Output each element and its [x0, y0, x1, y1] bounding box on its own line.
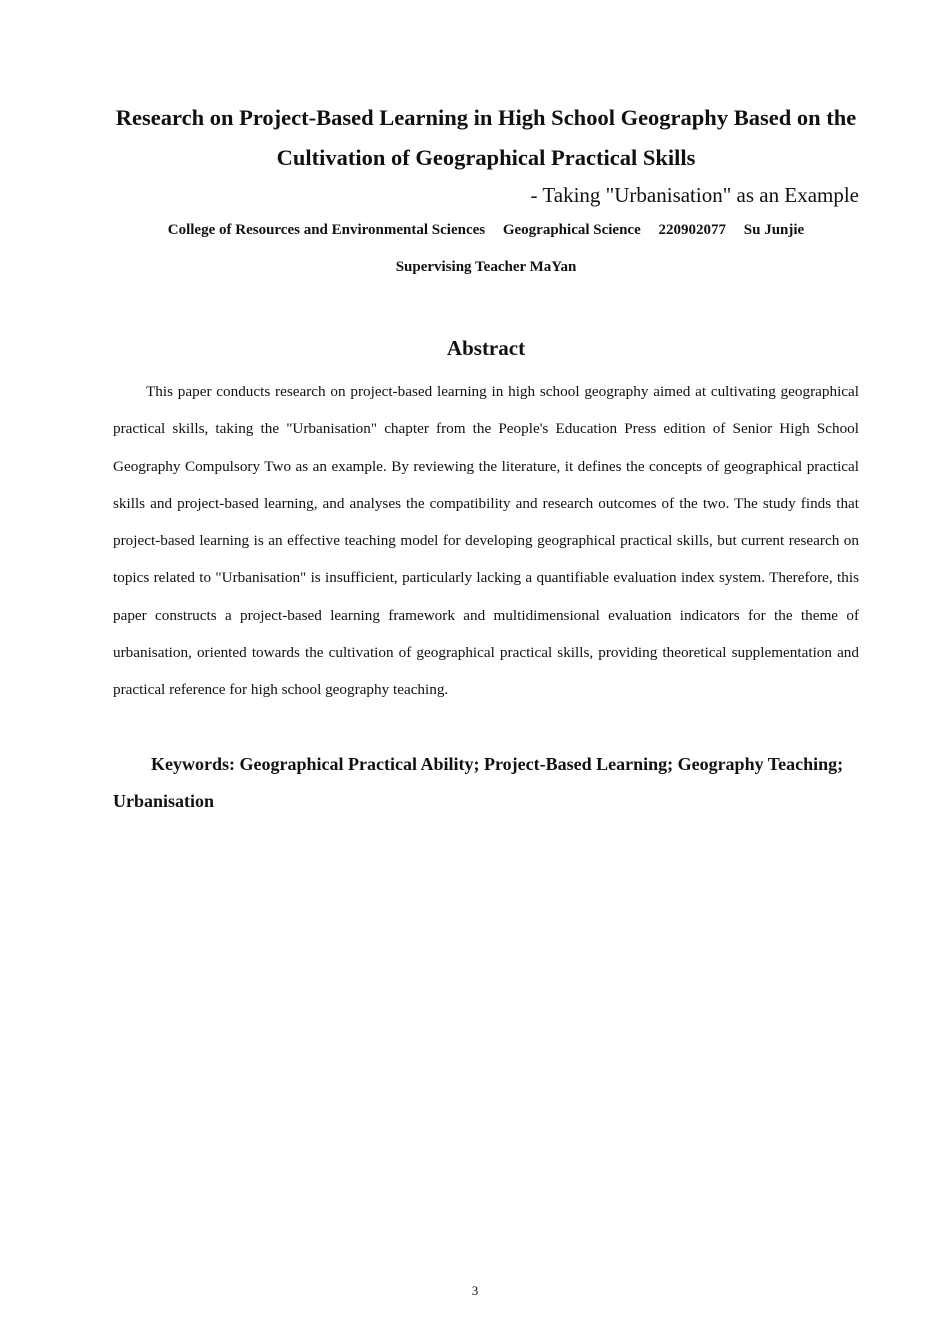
- paper-title: Research on Project-Based Learning in High School Geography Based on the Cultivation of Geographical Practical Skills: [115, 105, 857, 170]
- keywords-line: Keywords: Geographical Practical Ability; Project-Based Learning; Geography Teaching; Urbanisation: [113, 754, 844, 811]
- author-info-line: [113, 219, 859, 241]
- abstract-heading: Abstract: [446, 336, 526, 360]
- page-number: 3: [471, 1283, 479, 1298]
- college-name: College of Resources and Environmental Sciences: [167, 222, 486, 238]
- abstract-body: This paper conducts research on project-based learning in high school geography aimed at cultivating geographical practical skills, taking the "Urbanisation" chapter from the People's Education Press edition of Senior High School Geography Compulsory Two as an example. By reviewing the literature, it defines the concepts of geographical practical skills and project-based learning, and analyses the compatibility and research outcomes of the two. The study finds that project-based learning is an effective teaching model for developing geographical practical skills, but current research on topics related to "Urbanisation" is insufficient, particularly lacking a quantifiable evaluation index system. Therefore, this paper constructs a project-based learning framework and multidimensional evaluation indicators for the theme of urbanisation, oriented towards the cultivation of geographical practical skills, providing theoretical supplementation and practical reference for high school geography teaching.: [113, 383, 859, 699]
- paper-subtitle: - Taking "Urbanisation" as an Example: [530, 183, 859, 207]
- student-id: 220902077: [658, 222, 727, 238]
- supervisor-line: Supervising Teacher MaYan: [395, 259, 577, 275]
- author-name: Su Junjie: [743, 222, 805, 238]
- major-name: Geographical Science: [502, 222, 641, 238]
